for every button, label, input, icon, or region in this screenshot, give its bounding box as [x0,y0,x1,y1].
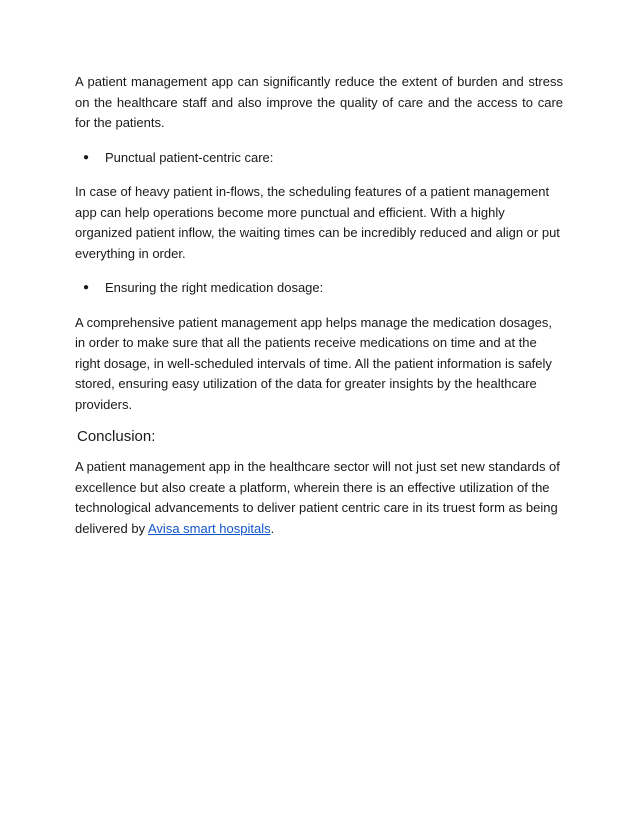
intro-paragraph: A patient management app can significantly reduce the extent of burden and stress on the healthcare staff and also improve the quality of care and the access to care for the patients. [75,74,563,130]
bullet-icon: ● [83,282,90,293]
conclusion-heading: Conclusion: [77,428,156,445]
bullet-item-punctual-care [75,148,563,169]
avisa-smart-hospitals-link[interactable]: Avisa smart hospitals [148,520,271,536]
bullet-label: Punctual patient-centric care: [105,149,274,165]
bullet-label: Ensuring the right medication dosage: [105,280,324,295]
conclusion-paragraph [75,457,563,539]
conclusion-text: A patient management app in the healthcare sector will not just set new standards of excellence but also create a platform, wherein there is an effective utilization of the technological advancements to deliver patient centric care in its truest form as being delivered by [75,459,560,536]
bullet-item-medication-dosage [75,278,563,299]
section-paragraph-medication-dosage: A comprehensive patient management app helps manage the medication dosages, in order to make sure that all the patients receive medications on time and at the right dosage, in well-scheduled intervals of time. All the patient information is safely stored, ensuring easy utilization of the data for greater insights by the healthcare providers. [75,314,552,412]
document-page [75,72,563,539]
bullet-icon: ● [83,151,90,163]
section-paragraph-punctual-care: In case of heavy patient in-flows, the scheduling features of a patient management app can help operations become more punctual and efficient. With a highly organized patient inflow, the waiting times can be incredibly reduced and align or put everything in order. [75,184,560,261]
conclusion-text-end: . [270,520,275,536]
